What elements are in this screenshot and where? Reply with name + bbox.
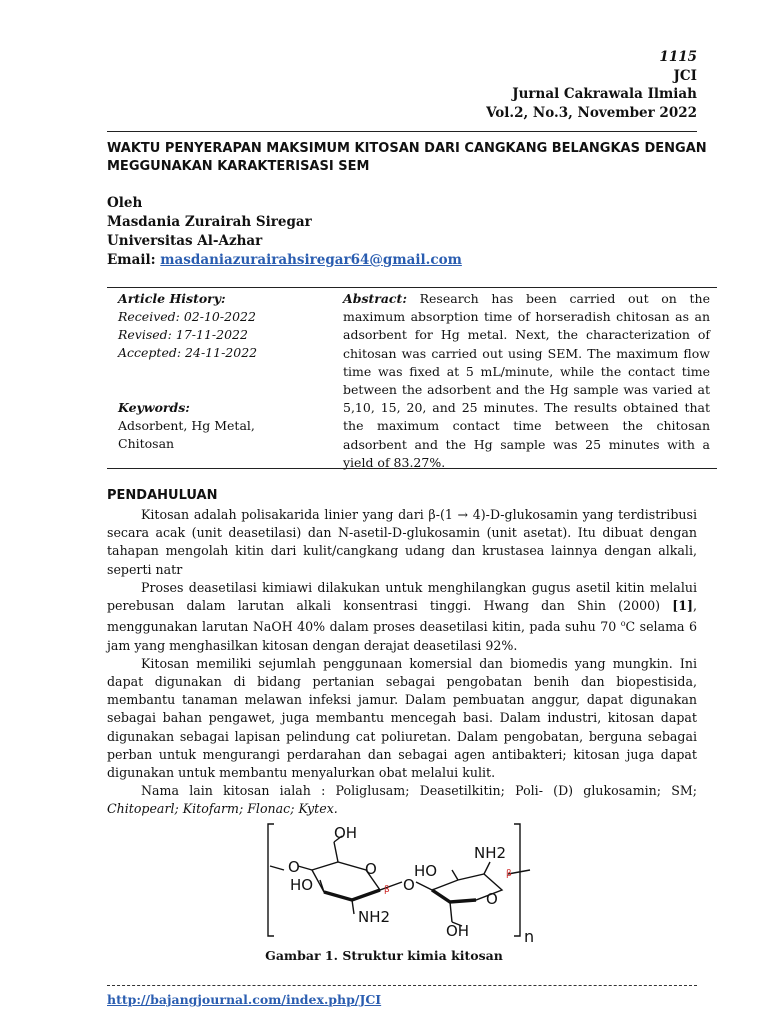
nh2-bond-2 (484, 862, 490, 874)
paragraph-2 (107, 579, 697, 655)
info-top-divider (107, 287, 717, 288)
history-label: Article History: (118, 291, 226, 306)
figure-caption: Gambar 1. Struktur kimia kitosan (265, 948, 503, 963)
bridge-oxygen-label: O (403, 876, 415, 894)
right-bracket (514, 824, 520, 936)
paragraph-4 (107, 782, 697, 818)
abstract-text: Research has been carried out on the maximum absorption time of horseradish chitosan as an adsorbent for Hg metal. Next, the characterization of chitosan was carried out using SEM. The maximum flow time was fixed at 5 mL/minute, while the contact time between the adsorbent and the Hg sample was varied at 5,10, 15, 20, and 25 minutes. The results obtained that the maximum contact time between the chitosan adsorbent and the Hg sample was 25 minutes with a yield of 83.27%. (343, 291, 710, 470)
chitosan-structure-figure (262, 818, 548, 942)
info-bottom-divider (107, 468, 717, 469)
ring-2-bold-edge (432, 890, 476, 902)
received-date: Received: 02-10-2022 (118, 309, 256, 324)
ch2-bond-1 (334, 842, 338, 862)
nh2-bond-1 (352, 900, 354, 914)
footer (107, 992, 381, 1007)
keywords-block (118, 399, 328, 453)
keywords-line-1: Adsorbent, Hg Metal, (118, 418, 255, 433)
left-oxygen-label: O (288, 858, 300, 876)
nh2-top-label: NH2 (474, 844, 507, 862)
ch2-bond-2 (450, 902, 452, 922)
beta-label-2: β (506, 869, 512, 879)
paragraph-4-part-a: Nama lain kitosan ialah : Poliglusam; Deasetilkitin; Poli- (D) glukosamin; SM; (141, 783, 697, 799)
ho-left-label: HO (290, 876, 314, 894)
paragraph-2-part-b: , menggunakan larutan NaOH 40% dalam proses deasetilasi kitin, pada suhu 70 (107, 598, 697, 635)
paragraph-2-part-c: C selama 6 jam yang menghasilkan kitosan dengan derajat deasetilasi 92%. (107, 619, 697, 653)
journal-header (486, 48, 697, 122)
article-title: WAKTU PENYERAPAN MAKSIMUM KITOSAN DARI CANGKANG BELANGKAS DENGAN MEGGUNAKAN KARAKTERISASI SEM (107, 141, 707, 174)
accepted-date: Accepted: 24-11-2022 (118, 345, 258, 360)
body-text (107, 506, 697, 819)
left-bracket (268, 824, 274, 936)
email-link[interactable]: masdaniazurairahsiregar64@gmail.com (160, 252, 462, 268)
author-email-line (107, 251, 462, 270)
abstract-label: Abstract: (343, 291, 407, 306)
section-heading: PENDAHULUAN (107, 488, 218, 503)
email-label: Email: (107, 252, 156, 268)
ring-2-oxygen-label: O (486, 890, 498, 908)
glycosidic-bond-b (416, 882, 432, 890)
footer-url-link[interactable]: http://bajangjournal.com/index.php/JCI (107, 992, 382, 1007)
paragraph-3: Kitosan memiliki sejumlah penggunaan komersial dan biomedis yang mungkin. Ini dapat digunakan di bidang pertanian sebagai pengobatan benih dan biopestisida, membantu tanaman melawan infeksi jamur. Dalam pembuatan anggur, dapat digunakan sebagai bahan pengawet, juga membantu mencegah basi. Dalam industri, kitosan dapat digunakan sebagai lapisan pelindung cat poliuretan. Dalam pengobatan, berguna sebagai perban untuk mengurangi perdarahan dan sebagai agen antibakteri; kitosan juga dapat digunakan untuk membantu menyalurkan obat melalui kulit. (107, 655, 697, 781)
paragraph-1: Kitosan adalah polisakarida linier yang dari β-(1 → 4)-D-glukosamin yang terdistribusi secara acak (unit deasetilasi) dan N-asetil-D-glukosamin (unit asetat). Itu dibuat dengan tahapan mengolah kitin dari kulit/cangkang udang dan krustasea lainnya dengan alkali, seperti natr (107, 507, 697, 577)
header-divider (107, 131, 697, 132)
author-name: Masdania Zurairah Siregar (107, 214, 312, 230)
nh2-bottom-label: NH2 (358, 908, 391, 926)
left-chain-bond (270, 866, 284, 870)
page-number: 1115 (659, 49, 697, 65)
abstract-block (343, 290, 710, 472)
degree-sign: o (620, 619, 626, 629)
paragraph-4-tradenames: Chitopearl; Kitofarm; Flonac; Kytex. (107, 801, 338, 817)
journal-abbrev: JCI (673, 67, 697, 84)
author-block (107, 194, 462, 270)
ring-1-oxygen-label: O (365, 860, 377, 878)
journal-name: Jurnal Cakrawala Ilmiah (512, 86, 697, 102)
o4-bond (298, 866, 312, 870)
revised-date: Revised: 17-11-2022 (118, 327, 248, 342)
paragraph-2-part-a: Proses deasetilasi kimiawi dilakukan untuk menghilangkan gugus asetil kitin melalui perebusan dalam larutan alkali konsentrasi tinggi. Hwang dan Shin (2000) (107, 579, 697, 614)
journal-volume: Vol.2, No.3, November 2022 (486, 104, 697, 121)
beta-label-1: β (384, 885, 390, 895)
keywords-line-2: Chitosan (118, 436, 175, 451)
footer-divider (107, 985, 697, 986)
ho-right-label: HO (414, 862, 438, 880)
author-affiliation: Universitas Al-Azhar (107, 233, 263, 249)
keywords-label: Keywords: (118, 400, 190, 415)
citation-ref[interactable]: [1] (672, 598, 693, 614)
oh-bottom-label: OH (446, 922, 470, 940)
article-history (118, 290, 328, 362)
repeat-n-label: n (524, 927, 535, 942)
ring-1-bold-edge (324, 890, 380, 900)
by-label: Oleh (107, 195, 143, 211)
oh-top-label: OH (334, 824, 358, 842)
ho-bond-2 (452, 870, 458, 880)
